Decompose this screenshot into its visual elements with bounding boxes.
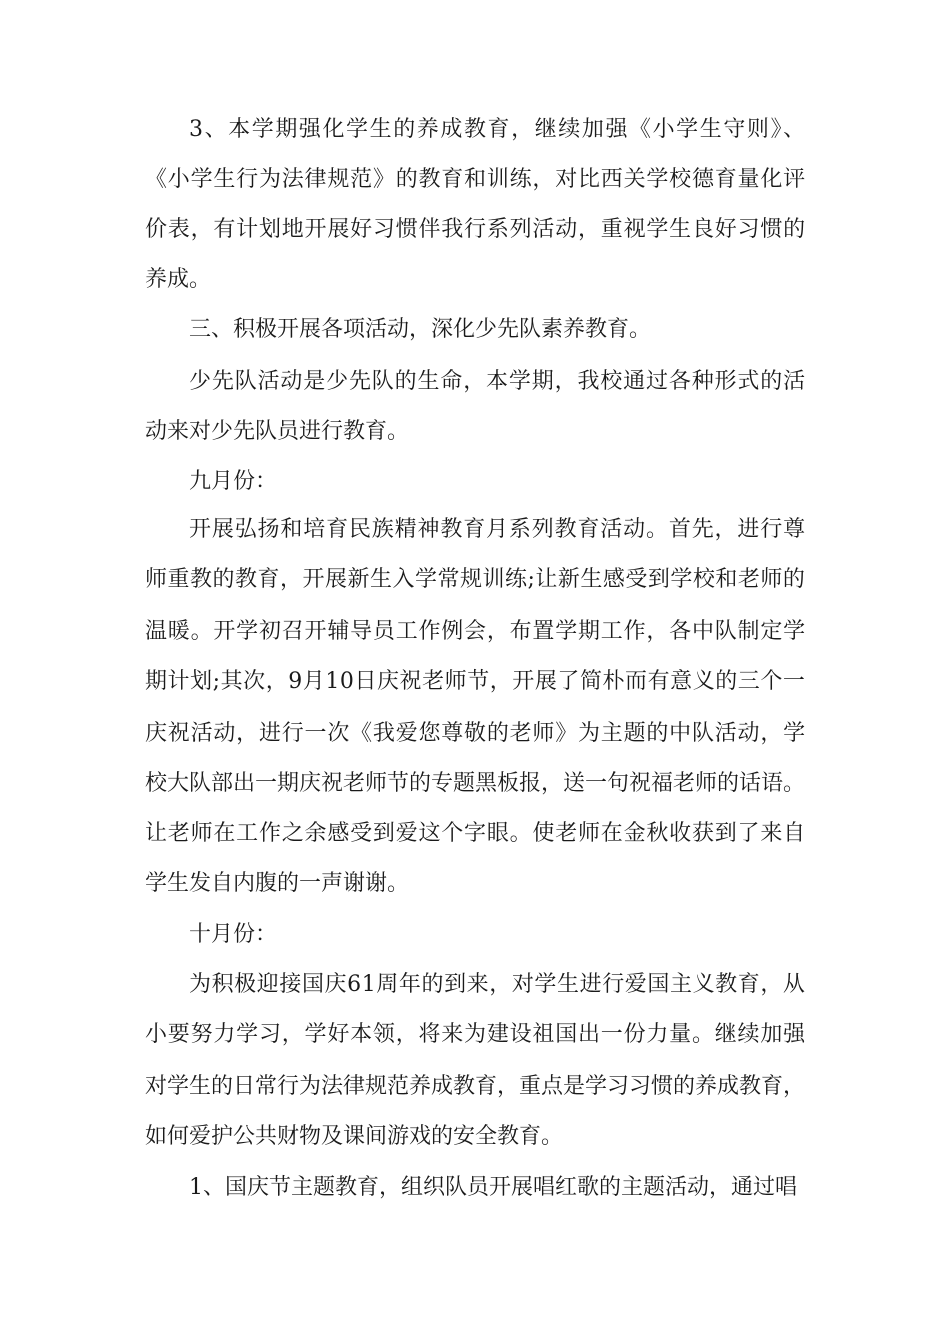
paragraph-text: 少先队活动是少先队的生命，本学期，我校通过各种形式的活 <box>189 369 806 394</box>
paragraph-text: 温暖。开学初召开辅导员工作例会，布置学期工作，各中队制定学 <box>145 619 806 644</box>
text-line <box>0 764 950 804</box>
text-line <box>0 1117 950 1157</box>
paragraph-text: 如何爱护公共财物及课间游戏的安全教育。 <box>145 1124 564 1149</box>
paragraph-text: 3、本学期强化学生的养成教育，继续加强《小学生守则》、 <box>189 117 807 142</box>
paragraph-text: 校大队部出一期庆祝老师节的专题黑板报，送一句祝福老师的话语。 <box>145 771 806 796</box>
paragraph-text: 养成。 <box>145 267 212 292</box>
paragraph-text: 三、积极开展各项活动，深化少先队素养教育。 <box>189 317 652 342</box>
text-line <box>0 814 950 854</box>
text-line <box>0 714 950 754</box>
text-line <box>0 864 950 904</box>
paragraph-text: 为积极迎接国庆61周年的到来，对学生进行爱国主义教育，从 <box>189 972 806 997</box>
text-line <box>0 560 950 600</box>
paragraph-text: 九月份： <box>189 469 278 494</box>
text-line <box>0 412 950 452</box>
paragraph-text: 师重教的教育，开展新生入学常规训练;让新生感受到学校和老师的 <box>145 567 806 592</box>
text-line <box>0 915 950 955</box>
paragraph-text: 动来对少先队员进行教育。 <box>145 419 410 444</box>
paragraph-text: 对学生的日常行为法律规范养成教育，重点是学习习惯的养成教育， <box>145 1074 806 1099</box>
text-line <box>0 965 950 1005</box>
paragraph-text: 让老师在工作之余感受到爱这个字眼。使老师在金秋收获到了来自 <box>145 821 806 846</box>
text-line <box>0 260 950 300</box>
text-line <box>0 160 950 200</box>
text-line <box>0 210 950 250</box>
paragraph-text: 《小学生行为法律规范》的教育和训练，对比西关学校德育量化评 <box>145 167 806 192</box>
text-line <box>0 510 950 550</box>
text-line <box>0 110 950 150</box>
text-line <box>0 310 950 350</box>
text-line <box>0 462 950 502</box>
paragraph-text: 小要努力学习，学好本领，将来为建设祖国出一份力量。继续加强 <box>145 1022 806 1047</box>
text-line <box>0 1067 950 1107</box>
text-line <box>0 662 950 702</box>
paragraph-text: 1、国庆节主题教育，组织队员开展唱红歌的主题活动，通过唱 <box>189 1175 797 1200</box>
paragraph-text: 十月份： <box>189 922 278 947</box>
paragraph-text: 价表，有计划地开展好习惯伴我行系列活动，重视学生良好习惯的 <box>145 217 806 242</box>
paragraph-text: 庆祝活动，进行一次《我爱您尊敬的老师》为主题的中队活动，学 <box>145 721 806 746</box>
paragraph-text: 期计划;其次，9月10日庆祝老师节，开展了简朴而有意义的三个一 <box>145 669 806 694</box>
text-line <box>0 1168 950 1208</box>
text-line <box>0 612 950 652</box>
paragraph-text: 开展弘扬和培育民族精神教育月系列教育活动。首先，进行尊 <box>189 517 806 542</box>
text-line <box>0 362 950 402</box>
paragraph-text: 学生发自内腹的一声谢谢。 <box>145 871 410 896</box>
text-line <box>0 1015 950 1055</box>
